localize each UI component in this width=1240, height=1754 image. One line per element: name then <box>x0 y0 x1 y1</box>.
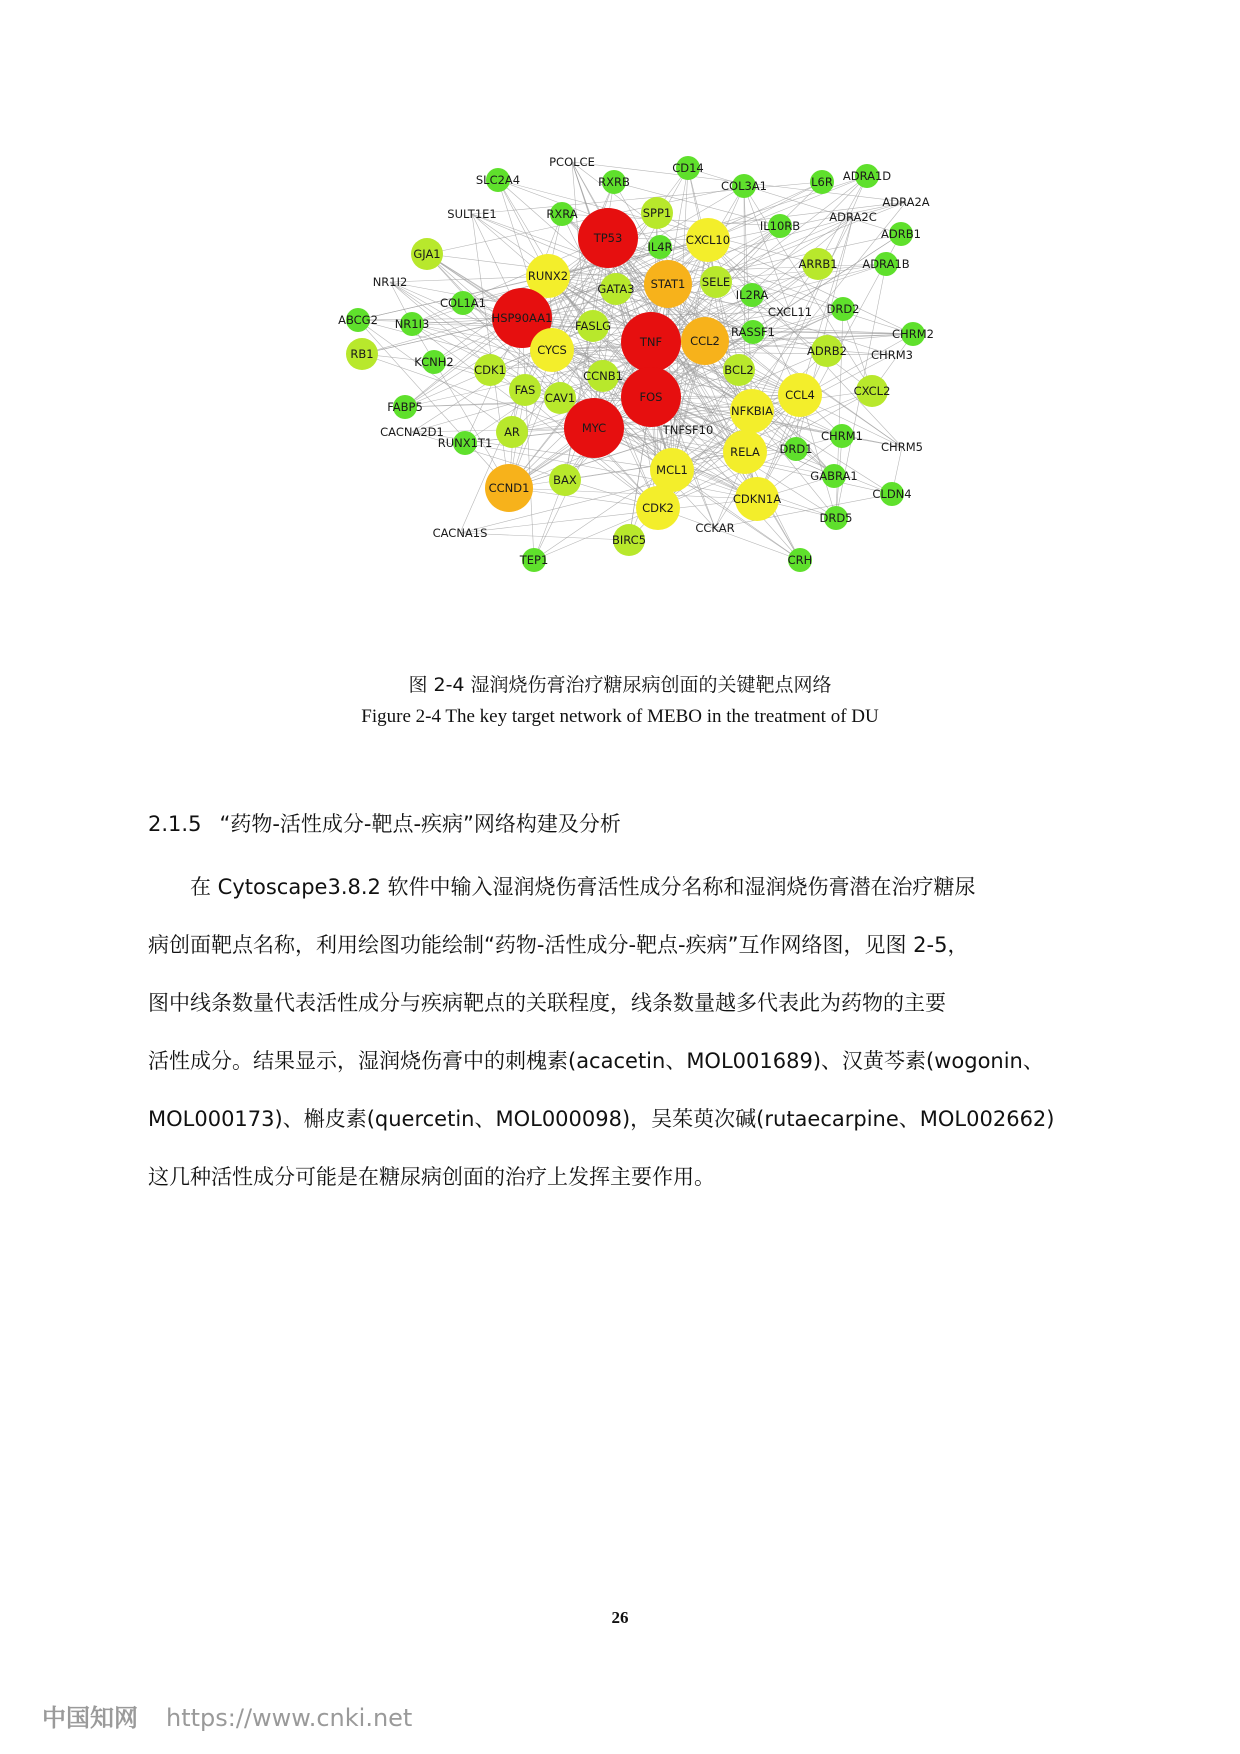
network-node-cdk2 <box>636 486 680 530</box>
network-node-bax <box>549 464 581 496</box>
node-label: TEP1 <box>519 553 549 567</box>
network-edge <box>572 162 594 428</box>
node-label: PCOLCE <box>549 155 595 169</box>
network-node-sele <box>700 266 732 298</box>
node-label: GATA3 <box>597 282 635 296</box>
paragraph-line: 病创面靶点名称，利用绘图功能绘制“药物-活性成分-靶点-疾病”互作网络图，见图 2-5， <box>148 933 969 957</box>
network-node-rxrb <box>598 170 630 194</box>
node-label: RB1 <box>350 347 374 361</box>
network-node-chrm5 <box>881 440 923 454</box>
paragraph-line: 在 Cytoscape3.8.2 软件中输入湿润烧伤膏活性成分名称和湿润烧伤膏潜在治疗糖尿 <box>190 875 976 899</box>
node-label: BCL2 <box>724 363 754 377</box>
node-label: RUNX2 <box>527 269 569 283</box>
figure-caption-en: Figure 2-4 The key target network of MEBO in the treatment of DU <box>361 706 879 727</box>
node-label: DRD5 <box>819 511 853 525</box>
network-node-drd2 <box>826 297 859 321</box>
network-node-cacna2d1 <box>380 425 444 439</box>
section-heading <box>148 808 621 838</box>
node-label: TNF <box>639 335 663 349</box>
node-label: MYC <box>581 421 607 435</box>
network-node-nfkbia <box>730 389 774 433</box>
node-label: CAV1 <box>544 391 576 405</box>
node-label: GJA1 <box>413 247 441 261</box>
node-label: CHRM1 <box>821 429 863 443</box>
node-label: CCL4 <box>785 388 815 402</box>
node-label: ADRA1B <box>862 257 910 271</box>
network-node-drd5 <box>819 506 852 530</box>
node-label: CXCL11 <box>767 305 813 319</box>
node-label: RXRB <box>598 175 630 189</box>
network-node-adra2a <box>882 195 929 209</box>
network-node-fabp5 <box>387 395 423 419</box>
network-node-nr1i3 <box>395 312 430 336</box>
node-label: CD14 <box>672 161 704 175</box>
network-nodes <box>338 155 934 572</box>
node-label: BAX <box>553 473 577 487</box>
node-label: ADRA2A <box>882 195 930 209</box>
network-node-mcl1 <box>650 448 694 492</box>
node-label: BIRC5 <box>611 533 647 547</box>
network-node-adra1d <box>843 164 891 188</box>
node-label: COL3A1 <box>721 179 767 193</box>
network-node-sult1e1 <box>447 207 496 221</box>
network-node-cycs <box>530 328 574 372</box>
network-node-fos <box>621 367 681 427</box>
node-label: FAS <box>514 383 536 397</box>
node-label: DRD1 <box>779 442 813 456</box>
node-label: AR <box>504 425 520 439</box>
network-node-chrm1 <box>821 424 863 448</box>
node-label: RASSF1 <box>731 325 775 339</box>
node-label: FOS <box>639 390 663 404</box>
network-node-rb1 <box>346 338 378 370</box>
node-label: RELA <box>730 445 760 459</box>
section-number: 2.1.5 <box>148 812 202 836</box>
network-node-spp1 <box>641 197 673 229</box>
network-node-runx1t1 <box>438 431 493 455</box>
watermark-brand: 中国知网 <box>42 1704 138 1732</box>
network-node-stat1 <box>644 260 692 308</box>
network-node-rela <box>723 430 767 474</box>
network-node-cacna1s <box>433 526 488 540</box>
node-label: STAT1 <box>650 277 686 291</box>
network-node-myc <box>564 398 624 458</box>
node-label: ADRA1D <box>842 169 892 183</box>
network-node-ccl2 <box>681 317 729 365</box>
network-node-abcg2 <box>338 308 378 332</box>
network-node-l6r <box>810 170 834 194</box>
network-node-bcl2 <box>723 354 755 386</box>
paragraph-line: MOL000173)、槲皮素(quercetin、MOL000098)，吴茱萸次碱(rutaecarpine、MOL002662) <box>148 1107 1055 1131</box>
node-label: CHRM2 <box>892 327 934 341</box>
paragraph-line: 活性成分。结果显示，湿润烧伤膏中的刺槐素(acacetin、MOL001689)、汉黄芩素(wogonin、 <box>148 1049 1044 1073</box>
network-node-adra1b <box>862 252 909 276</box>
node-label: CLDN4 <box>872 487 912 501</box>
network-node-gata3 <box>597 273 634 305</box>
node-label: SPP1 <box>642 206 672 220</box>
node-label: CCKAR <box>695 521 735 535</box>
network-node-ar <box>496 416 528 448</box>
network-node-tnfsf10 <box>662 423 714 437</box>
network-node-fas <box>509 374 541 406</box>
node-label: CACNA2D1 <box>380 425 444 439</box>
node-label: IL2RA <box>735 288 769 302</box>
page-number: 26 <box>611 1608 629 1627</box>
network-node-birc5 <box>612 524 646 556</box>
node-label: SULT1E1 <box>447 207 497 221</box>
network-node-kcnh2 <box>414 350 454 374</box>
network-edge <box>358 320 509 488</box>
network-node-il10rb <box>760 214 800 238</box>
node-label: COL1A1 <box>440 296 486 310</box>
node-label: FASLG <box>574 319 612 333</box>
node-label: ARRB1 <box>798 257 838 271</box>
watermark-url: https://www.cnki.net <box>166 1704 413 1732</box>
network-node-tep1 <box>519 548 549 572</box>
paragraph-line: 图中线条数量代表活性成分与疾病靶点的关联程度，线条数量越多代表此为药物的主要 <box>148 991 946 1015</box>
network-node-cdk1 <box>474 354 506 386</box>
node-label: CXCL2 <box>853 384 891 398</box>
network-node-ccnd1 <box>485 464 533 512</box>
network-node-gja1 <box>411 238 443 270</box>
node-label: NFKBIA <box>731 404 773 418</box>
section-title: “药物-活性成分-靶点-疾病”网络构建及分析 <box>219 812 621 836</box>
node-label: DRD2 <box>826 302 860 316</box>
node-label: CCL2 <box>690 334 720 348</box>
network-node-ccl4 <box>778 373 822 417</box>
node-label: TP53 <box>593 231 623 245</box>
node-label: CHRM5 <box>881 440 923 454</box>
network-node-cd14 <box>672 156 704 180</box>
node-label: MCL1 <box>656 463 688 477</box>
node-label: ABCG2 <box>338 313 378 327</box>
network-graph <box>330 150 1030 630</box>
network-node-tp53 <box>578 208 638 268</box>
node-label: CRH <box>787 553 813 567</box>
network-node-slc2a4 <box>476 168 520 192</box>
network-node-adra2c <box>829 210 876 224</box>
network-node-cxcl11 <box>768 305 812 319</box>
node-label: CACNA1S <box>432 526 488 540</box>
node-label: CXCL10 <box>685 233 731 247</box>
node-label: IL4R <box>647 240 673 254</box>
body-paragraph <box>148 858 1098 1206</box>
node-label: NR1I3 <box>394 317 430 331</box>
node-label: CYCS <box>537 343 567 357</box>
node-label: KCNH2 <box>414 355 454 369</box>
node-label: NR1I2 <box>372 275 408 289</box>
node-label: CDKN1A <box>732 492 782 506</box>
node-label: CDK2 <box>642 501 674 515</box>
network-node-chrm3 <box>871 348 913 362</box>
node-label: FABP5 <box>387 400 423 414</box>
node-label: L6R <box>811 175 833 189</box>
node-label: ADRA2C <box>829 210 877 224</box>
node-label: RUNX1T1 <box>437 436 493 450</box>
network-node-crh <box>788 548 813 572</box>
node-label: GABRA1 <box>810 469 858 483</box>
node-label: HSP90AA1 <box>491 311 553 325</box>
network-node-cckar <box>695 521 734 535</box>
node-label: CCND1 <box>488 481 530 495</box>
node-label: TNFSF10 <box>662 423 714 437</box>
network-node-cxcl2 <box>854 375 891 407</box>
node-label: CDK1 <box>474 363 506 377</box>
cnki-watermark <box>42 1698 412 1733</box>
node-label: IL10RB <box>759 219 801 233</box>
node-label: CCNB1 <box>583 369 623 383</box>
figure-caption-cn: 图 2-4 湿润烧伤膏治疗糖尿病创面的关键靶点网络 <box>408 674 832 696</box>
network-node-nr1i2 <box>373 275 408 289</box>
node-label: CHRM3 <box>871 348 913 362</box>
node-label: SELE <box>701 275 731 289</box>
network-node-col3a1 <box>721 174 767 198</box>
network-node-tnf <box>621 312 681 372</box>
node-label: RXRA <box>546 207 578 221</box>
node-label: ADRB1 <box>881 227 921 241</box>
node-label: ADRB2 <box>807 344 847 358</box>
network-node-cxcl10 <box>686 218 730 262</box>
paragraph-line: 这几种活性成分可能是在糖尿病创面的治疗上发挥主要作用。 <box>148 1165 715 1189</box>
network-node-pcolce <box>549 155 595 169</box>
node-label: SLC2A4 <box>475 173 521 187</box>
key-target-network-figure <box>330 150 1030 630</box>
